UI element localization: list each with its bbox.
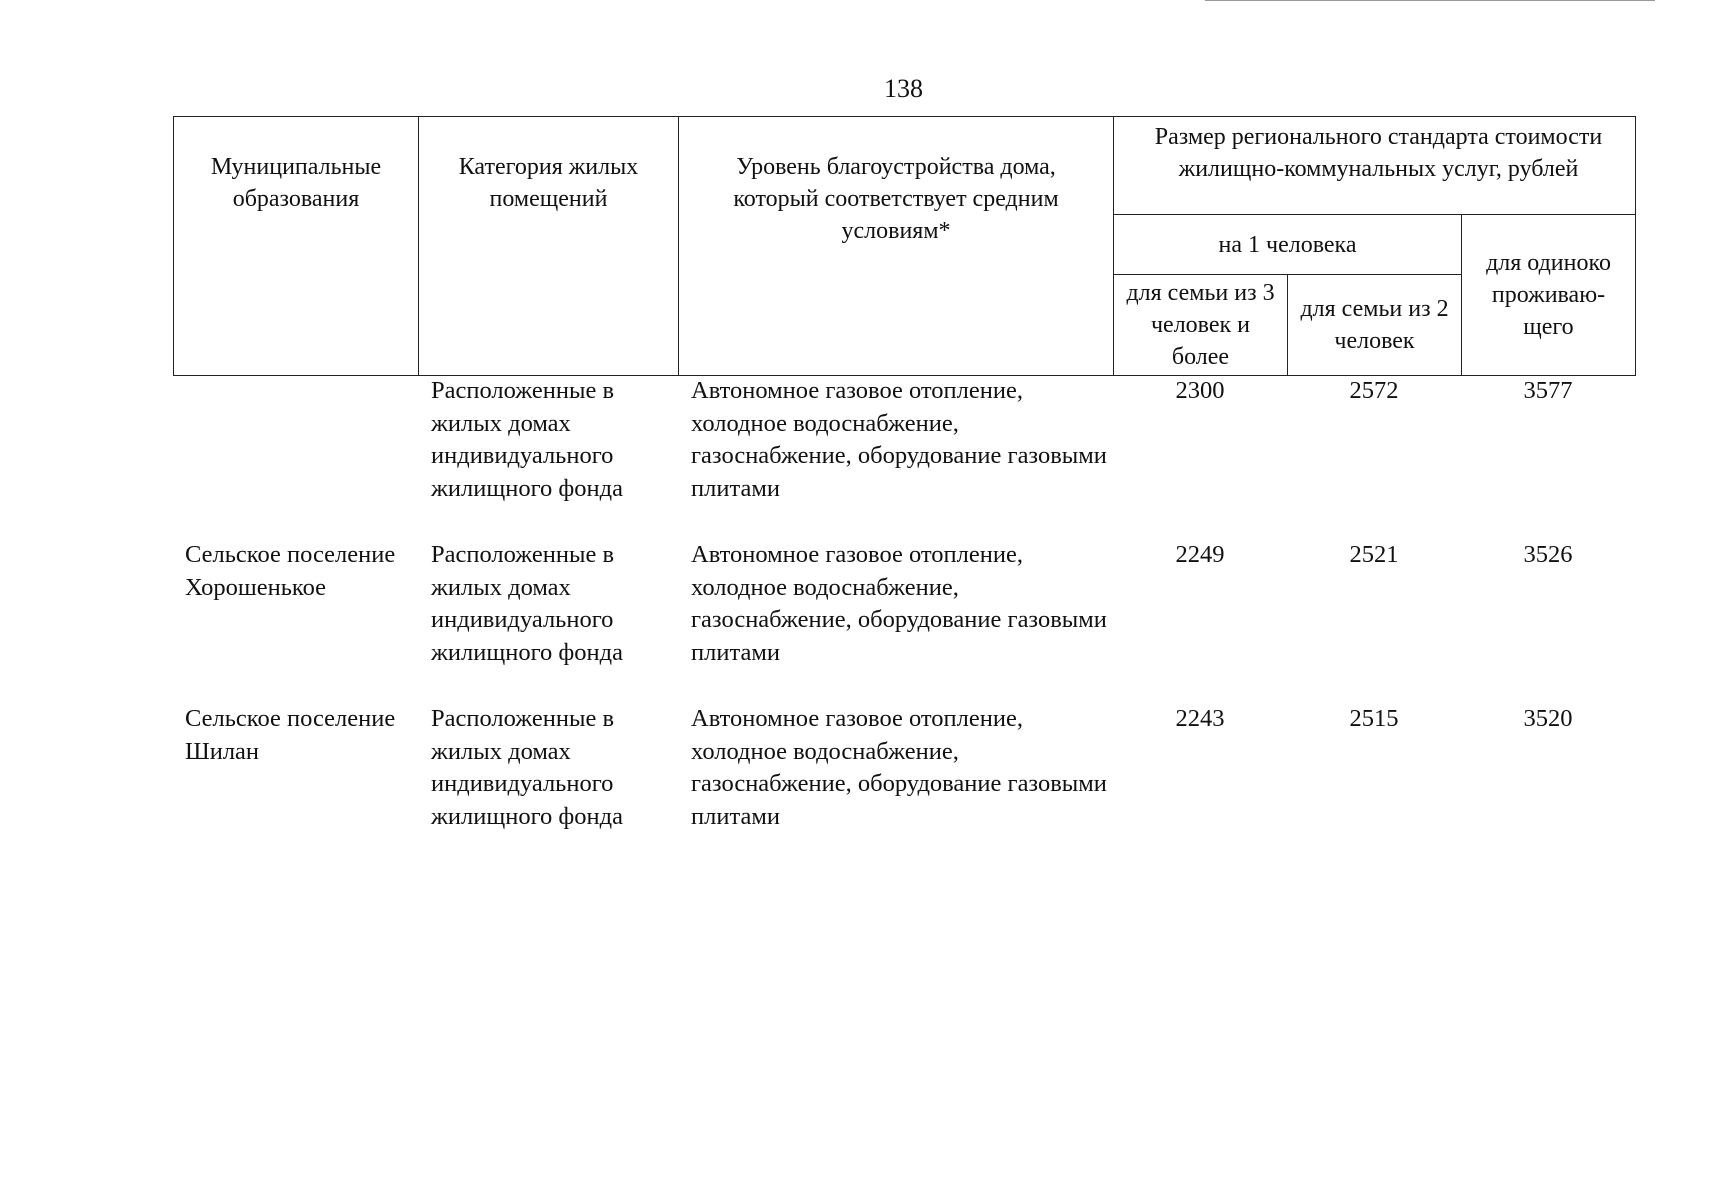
header-level: Уровень благоустройства дома, который соответствует средним условиям*: [679, 117, 1114, 376]
header-category: Категория жилых помещений: [419, 117, 679, 376]
row-level: Автономное газовое отопление, холодное водоснабжение, газоснабжение, оборудование газовыми плитами: [691, 541, 1107, 666]
header-standard-size: Размер регионального стандарта стоимости жилищно-коммунальных услуг, рублей: [1114, 117, 1636, 215]
header-family3: для семьи из 3 человек и более: [1114, 275, 1288, 376]
row-category: Расположенные в жилых домах индивидуального жилищного фонда: [431, 541, 623, 666]
row-family2: 2515: [1349, 705, 1399, 732]
header-single: для одиноко проживаю-щего: [1462, 215, 1636, 376]
row-municipality: Сельское поселение Шилан: [185, 705, 396, 765]
header-municipalities: Муниципальные образования: [174, 117, 419, 376]
row-category: Расположенные в жилых домах индивидуального жилищного фонда: [431, 377, 623, 502]
table-row: [173, 539, 1638, 669]
row-family3: 2243: [1175, 705, 1225, 732]
row-municipality: Сельское поселение Хорошенькое: [185, 541, 396, 601]
page-number: 138: [884, 74, 923, 103]
row-single: 3577: [1523, 377, 1573, 404]
row-single: 3526: [1523, 541, 1573, 568]
row-family2: 2572: [1349, 377, 1399, 404]
row-level: Автономное газовое отопление, холодное водоснабжение, газоснабжение, оборудование газовыми плитами: [691, 705, 1107, 830]
scan-artifact-line: [1205, 0, 1655, 1]
row-single: 3520: [1523, 705, 1573, 732]
row-family3: 2300: [1175, 377, 1225, 404]
table-row: [173, 375, 1638, 505]
row-level: Автономное газовое отопление, холодное водоснабжение, газоснабжение, оборудование газовыми плитами: [691, 377, 1107, 502]
table-header: [173, 116, 1636, 376]
header-per-person: на 1 человека: [1114, 215, 1462, 275]
row-family3: 2249: [1175, 541, 1225, 568]
row-family2: 2521: [1349, 541, 1399, 568]
row-category: Расположенные в жилых домах индивидуального жилищного фонда: [431, 705, 623, 830]
header-family2: для семьи из 2 человек: [1288, 275, 1462, 376]
table-row: [173, 703, 1638, 833]
